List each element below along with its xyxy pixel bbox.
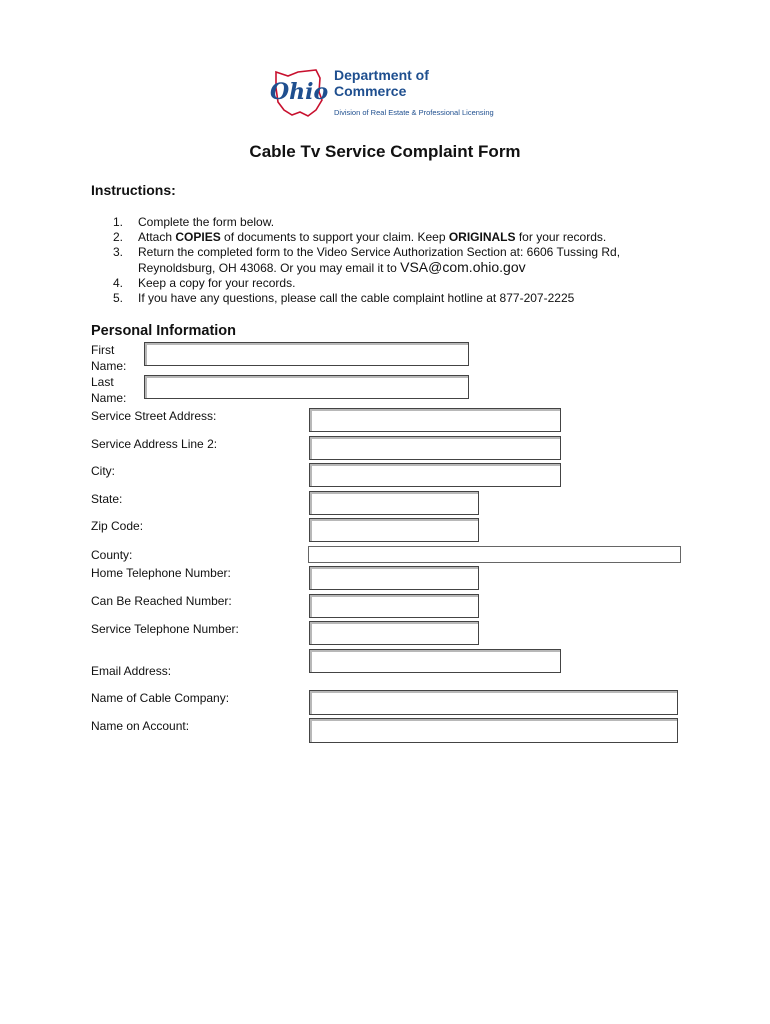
last-name-label: Last Name: (91, 375, 127, 405)
state-input[interactable] (309, 491, 479, 515)
reach-phone-input[interactable] (309, 594, 479, 618)
email-link[interactable]: VSA@com.ohio.gov (400, 259, 526, 275)
ohio-state-outline-icon (266, 66, 330, 120)
email-input[interactable] (309, 649, 561, 673)
reach-phone-label: Can Be Reached Number: (91, 594, 232, 608)
agency-logo (266, 66, 506, 120)
instruction-item: 5. If you have any questions, please call the cable complaint hotline at 877-207-2225 (113, 291, 575, 305)
cable-company-label: Name of Cable Company: (91, 691, 230, 705)
ohio-script-text: Ohio (270, 79, 329, 105)
service-line2-input[interactable] (309, 436, 561, 460)
service-phone-input[interactable] (309, 621, 479, 645)
first-name-label: First Name: (91, 343, 127, 373)
service-street-input[interactable] (309, 408, 561, 432)
service-line2-label: Service Address Line 2: (91, 437, 218, 451)
service-street-label: Service Street Address: (91, 409, 217, 423)
instruction-item: 1. Complete the form below. (113, 215, 275, 229)
service-phone-label: Service Telephone Number: (91, 622, 239, 636)
form-title: Cable Tv Service Complaint Form (249, 142, 521, 161)
logo-division-text: Division of Real Estate & Professional Licensing (334, 108, 494, 117)
home-phone-label: Home Telephone Number: (91, 566, 231, 580)
instruction-item: 4. Keep a copy for your records. (113, 276, 296, 290)
instruction-item: 3. Return the completed form to the Video Service Authorization Section at: 6606 Tussing Rd, Reynoldsburg, OH 43068. Or you may email it to VSA@com.ohio.gov (113, 245, 621, 275)
instructions-list (91, 215, 691, 306)
account-name-input[interactable] (309, 718, 678, 743)
city-input[interactable] (309, 463, 561, 487)
logo-department-text: Department of (334, 67, 429, 83)
cable-company-input[interactable] (309, 690, 678, 715)
city-label: City: (91, 464, 115, 478)
zip-label: Zip Code: (91, 519, 144, 533)
email-label: Email Address: (91, 664, 172, 678)
last-name-input[interactable] (144, 375, 469, 399)
state-label: State: (91, 492, 123, 506)
logo-commerce-text: Commerce (334, 83, 407, 99)
county-input[interactable] (308, 546, 681, 563)
personal-info-heading: Personal Information (91, 323, 237, 339)
county-label: County: (91, 548, 133, 562)
first-name-input[interactable] (144, 342, 469, 366)
account-name-label: Name on Account: (91, 719, 190, 733)
instructions-heading: Instructions: (91, 182, 176, 198)
zip-input[interactable] (309, 518, 479, 542)
instruction-item: 2. Attach COPIES of documents to support your claim. Keep ORIGINALS for your records. (113, 230, 607, 244)
home-phone-input[interactable] (309, 566, 479, 590)
